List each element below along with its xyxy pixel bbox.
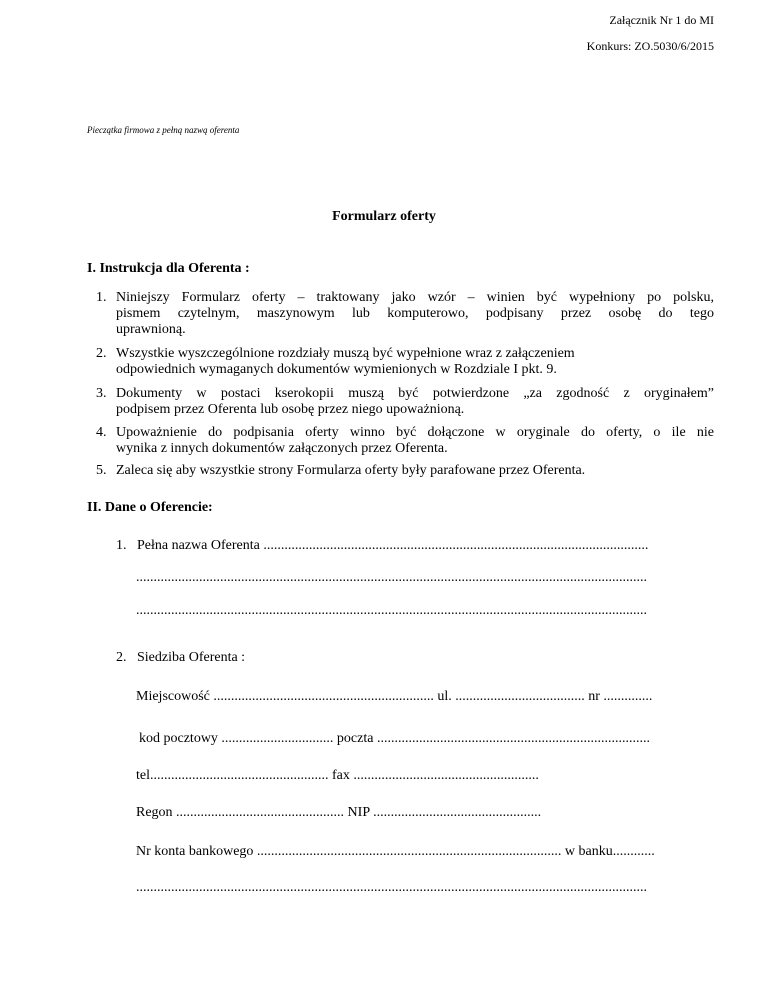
bank-line-2[interactable]: .................................................................................................................................................. (136, 880, 647, 895)
bank-account-field[interactable]: Nr konta bankowego ....................................................................................... w banku............ (136, 844, 655, 859)
contest-number: Konkurs: ZO.5030/6/2015 (586, 39, 714, 53)
regon-nip-field[interactable]: Regon ................................................ NIP ................................................ (136, 805, 542, 820)
item-line: odpowiednich wymaganych dokumentów wymienionych w Rozdziale I pkt. 9. (116, 362, 557, 377)
item-number: 2. (116, 650, 127, 665)
item-line: uprawnioną. (116, 322, 186, 337)
item-line: pismem czytelnym, maszynowym lub komputerowo, podpisany przez osobę do tego (116, 306, 714, 321)
item-number: 5. (96, 463, 107, 478)
postal-code-field[interactable]: kod pocztowy ................................ poczta .............................................................................. (139, 731, 650, 746)
section-1-heading: I. Instrukcja dla Oferenta : (87, 261, 250, 276)
page-title: Formularz oferty (332, 209, 436, 224)
item-line: Wszystkie wyszczególnione rozdziały muszą być wypełnione wraz z załączeniem (116, 346, 575, 361)
phone-fax-field[interactable]: tel................................................... fax ..................................................... (136, 768, 539, 783)
seat-heading (116, 650, 245, 666)
full-name-line-3[interactable]: .................................................................................................................................................. (136, 603, 647, 618)
item-line: wynika z innych dokumentów załączonych przez Oferenta. (116, 441, 448, 456)
city-street-field[interactable]: Miejscowość ............................................................... ul. ..................................... nr .............. (136, 689, 653, 704)
item-number: 1. (96, 290, 107, 305)
stamp-label: Pieczątka firmowa z pełną nazwą oferenta (87, 125, 240, 135)
annex-label: Załącznik Nr 1 do MI (609, 13, 714, 27)
full-name-field[interactable] (116, 538, 714, 554)
fill-line: .............................................................................................................. (263, 538, 649, 553)
item-line: podpisem przez Oferenta lub osobę przez niego upoważnioną. (116, 402, 465, 417)
section-2-heading: II. Dane o Oferencie: (87, 500, 213, 515)
item-number: 4. (96, 425, 107, 440)
item-number: 2. (96, 346, 107, 361)
seat-label: Siedziba Oferenta : (137, 650, 246, 665)
full-name-label: Pełna nazwa Oferenta (137, 538, 260, 553)
item-line: Niniejszy Formularz oferty – traktowany jako wzór – winien być wypełniony po polsku, (116, 290, 714, 305)
item-number: 3. (96, 386, 107, 401)
item-line: Upoważnienie do podpisania oferty winno być dołączone w oryginale do oferty, o ile nie (116, 425, 714, 440)
item-line: Zaleca się aby wszystkie strony Formularza oferty były parafowane przez Oferenta. (116, 463, 586, 478)
item-number: 1. (116, 538, 127, 553)
item-line: Dokumenty w postaci kserokopii muszą być potwierdzone „za zgodność z oryginałem” (116, 386, 714, 401)
full-name-line-2[interactable]: .................................................................................................................................................. (136, 570, 647, 585)
